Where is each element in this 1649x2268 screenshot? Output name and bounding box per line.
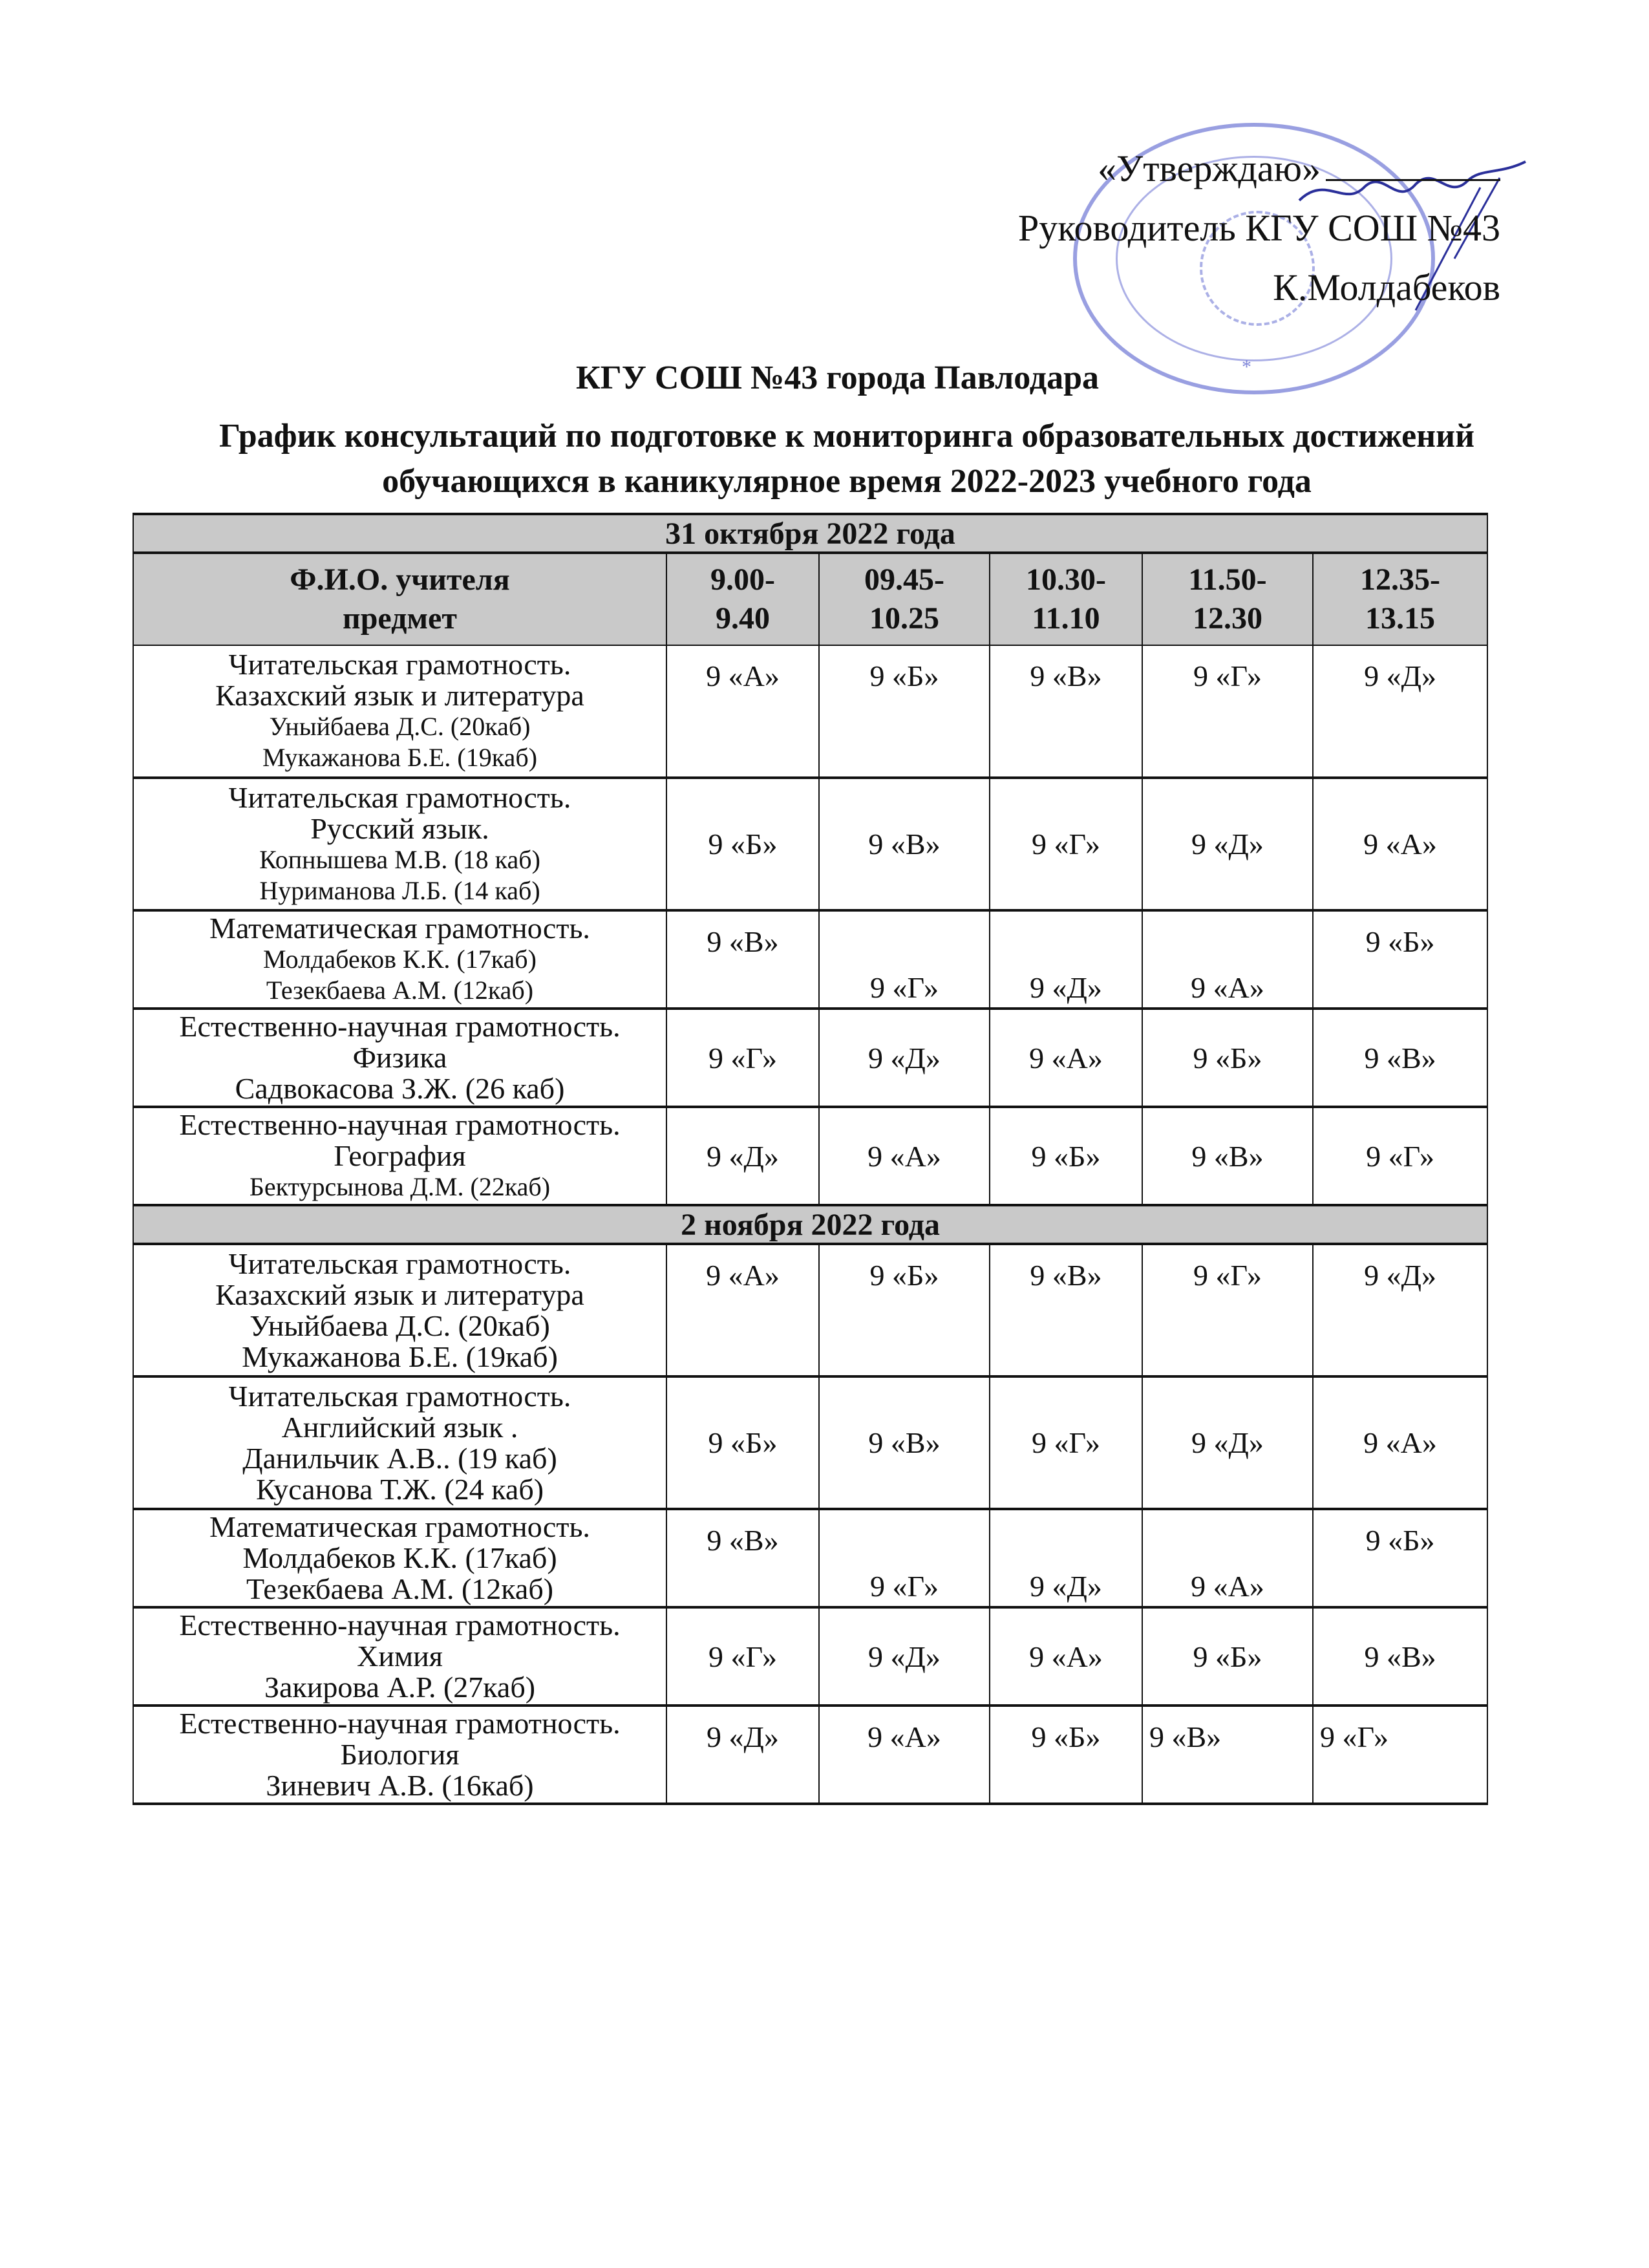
document-title (187, 414, 1506, 504)
class-cell: 9 «Г» (819, 910, 990, 1009)
class-cell: 9 «Г» (990, 778, 1142, 910)
competency-label: Читательская грамотность. (228, 648, 571, 681)
subject-or-teacher-line: Казахский язык и литература (215, 679, 584, 712)
class-cell: 9 «Г» (990, 1376, 1142, 1509)
approve-label: «Утверждаю» (1098, 147, 1321, 189)
class-cell: 9 «Б» (1313, 910, 1487, 1009)
subject-or-teacher-line: Английский язык . (281, 1410, 518, 1444)
schedule-row (133, 1706, 1487, 1804)
subject-or-teacher-line: Мукажанова Б.Е. (19каб) (242, 1340, 558, 1373)
document-title-line-2: обучающихся в каникулярное время 2022-2023 учебного года (382, 463, 1312, 500)
subject-or-teacher-line: Копнышева М.В. (18 каб) (259, 844, 540, 874)
approver-position: Руководитель КГУ СОШ №43 (1017, 207, 1500, 249)
schedule-row (133, 645, 1487, 778)
subject-or-teacher-line: Нуриманова Л.Б. (14 каб) (259, 875, 540, 905)
subject-or-teacher-line: Уныйбаева Д.С. (20каб) (269, 712, 531, 741)
class-cell: 9 «Г» (819, 1509, 990, 1607)
subject-or-teacher-line: Зиневич А.В. (16каб) (266, 1769, 534, 1802)
competency-label: Естественно-научная грамотность. (179, 1707, 621, 1740)
schedule-row (133, 1607, 1487, 1706)
class-cell: 9 «Д» (666, 1107, 819, 1205)
class-cell: 9 «А» (819, 1107, 990, 1205)
subject-or-teacher-line: Закирова А.Р. (27каб) (264, 1671, 536, 1704)
time-slot-start: 10.30- (1026, 562, 1106, 597)
time-slot-end: 12.30 (1193, 601, 1262, 636)
date-row (133, 514, 1487, 553)
organization-title: КГУ СОШ №43 города Павлодара (575, 359, 1100, 396)
class-cell: 9 «Д» (819, 1607, 990, 1706)
subject-or-teacher-line: Тезекбаева А.М. (12каб) (266, 976, 534, 1005)
class-cell: 9 «А» (1313, 778, 1487, 910)
time-slot-end: 10.25 (869, 601, 939, 636)
subject-or-teacher-line: География (334, 1139, 466, 1172)
class-cell: 9 «А» (666, 1244, 819, 1376)
subject-teacher-cell (133, 1706, 666, 1804)
class-cell: 9 «В» (819, 1376, 990, 1509)
class-cell: 9 «Д» (666, 1706, 819, 1804)
time-slot-end: 9.40 (716, 601, 770, 636)
subject-or-teacher-line: Казахский язык и литература (215, 1278, 584, 1311)
time-slot-end: 13.15 (1365, 601, 1436, 636)
subject-teacher-cell (133, 1107, 666, 1205)
subject-teacher-cell (133, 1607, 666, 1706)
date-row (133, 1205, 1487, 1244)
schedule-row (133, 1509, 1487, 1607)
subject-teacher-cell (133, 1509, 666, 1607)
subject-teacher-cell (133, 1244, 666, 1376)
class-cell: 9 «А» (990, 1607, 1142, 1706)
subject-or-teacher-line: Уныйбаева Д.С. (20каб) (250, 1309, 550, 1342)
class-cell: 9 «В» (1142, 1706, 1313, 1804)
class-cell: 9 «Г» (1142, 645, 1313, 778)
subject-teacher-cell (133, 645, 666, 778)
subject-or-teacher-line: Химия (357, 1640, 443, 1673)
competency-label: Математическая грамотность. (209, 1510, 590, 1543)
class-cell: 9 «Д» (1313, 1244, 1487, 1376)
time-slot-header (819, 553, 990, 645)
subject-or-teacher-line: Физика (352, 1041, 447, 1074)
class-cell: 9 «Д» (819, 1009, 990, 1107)
subject-teacher-cell (133, 1009, 666, 1107)
class-cell: 9 «Г» (666, 1009, 819, 1107)
class-cell: 9 «Г» (1313, 1706, 1487, 1804)
class-cell: 9 «В» (990, 1244, 1142, 1376)
class-cell: 9 «Б» (1142, 1009, 1313, 1107)
column-header-row (133, 553, 1487, 645)
signature-line (1326, 166, 1500, 181)
subject-teacher-cell (133, 778, 666, 910)
competency-label: Читательская грамотность. (228, 1379, 571, 1413)
class-cell: 9 «Г» (1142, 1244, 1313, 1376)
subject-teacher-cell (133, 910, 666, 1009)
competency-label: Естественно-научная грамотность. (179, 1609, 621, 1642)
class-cell: 9 «А» (990, 1009, 1142, 1107)
class-cell: 9 «В» (1142, 1107, 1313, 1205)
teacher-subject-header (133, 553, 666, 645)
class-cell: 9 «Б» (819, 1244, 990, 1376)
competency-label: Читательская грамотность. (228, 780, 571, 814)
subject-or-teacher-line: Мукажанова Б.Е. (19каб) (262, 743, 538, 772)
class-cell: 9 «В» (1313, 1009, 1487, 1107)
competency-label: Математическая грамотность. (209, 912, 590, 945)
time-slot-header (1142, 553, 1313, 645)
class-cell: 9 «В» (990, 645, 1142, 778)
time-slot-start: 11.50- (1188, 562, 1267, 597)
class-cell: 9 «Д» (990, 1509, 1142, 1607)
class-cell: 9 «А» (1313, 1376, 1487, 1509)
class-cell: 9 «Д» (1313, 645, 1487, 778)
competency-label: Читательская грамотность. (228, 1246, 571, 1280)
class-cell: 9 «Г» (666, 1607, 819, 1706)
class-cell: 9 «В» (666, 1509, 819, 1607)
header-line: предмет (343, 601, 457, 636)
schedule-row (133, 1376, 1487, 1509)
class-cell: 9 «Б» (990, 1107, 1142, 1205)
document-title-line-1: График консультаций по подготовке к мониторинга образовательных достижений (218, 418, 1475, 455)
class-cell: 9 «В» (1313, 1607, 1487, 1706)
stamp-star-icon: * (1242, 356, 1251, 378)
time-slot-header (990, 553, 1142, 645)
schedule-row (133, 1244, 1487, 1376)
class-cell: 9 «Б» (990, 1706, 1142, 1804)
approval-line (1018, 139, 1500, 198)
subject-or-teacher-line: Садвокасова З.Ж. (26 каб) (235, 1072, 565, 1105)
time-slot-header (666, 553, 819, 645)
class-cell: 9 «Б» (1142, 1607, 1313, 1706)
class-cell: 9 «А» (819, 1706, 990, 1804)
class-cell: 9 «Б» (1313, 1509, 1487, 1607)
date-heading: 2 ноября 2022 года (133, 1205, 1487, 1244)
class-cell: 9 «А» (1142, 910, 1313, 1009)
subject-or-teacher-line: Тезекбаева А.М. (12каб) (246, 1572, 554, 1605)
subject-or-teacher-line: Биология (340, 1738, 460, 1771)
class-cell: 9 «В» (666, 910, 819, 1009)
schedule-row (133, 1107, 1487, 1205)
competency-label: Естественно-научная грамотность. (179, 1010, 621, 1043)
class-cell: 9 «Д» (1142, 1376, 1313, 1509)
class-cell: 9 «Б» (819, 645, 990, 778)
approver-name: К.Молдабеков (1273, 266, 1500, 308)
date-heading: 31 октября 2022 года (133, 514, 1487, 553)
approval-block (1018, 139, 1500, 317)
time-slot-start: 09.45- (864, 562, 944, 597)
class-cell: 9 «Д» (1142, 778, 1313, 910)
competency-label: Естественно-научная грамотность. (179, 1108, 621, 1141)
class-cell: 9 «Б» (666, 778, 819, 910)
class-cell: 9 «Б» (666, 1376, 819, 1509)
subject-or-teacher-line: Молдабеков К.К. (17каб) (263, 945, 537, 974)
subject-teacher-cell (133, 1376, 666, 1509)
subject-or-teacher-line: Молдабеков К.К. (17каб) (242, 1541, 557, 1574)
class-cell: 9 «А» (1142, 1509, 1313, 1607)
schedule-row (133, 778, 1487, 910)
time-slot-end: 11.10 (1032, 601, 1100, 636)
class-cell: 9 «Д» (990, 910, 1142, 1009)
consultation-schedule-table (133, 513, 1488, 1805)
schedule-row (133, 1009, 1487, 1107)
header-line: Ф.И.О. учителя (290, 562, 510, 597)
class-cell: 9 «В» (819, 778, 990, 910)
schedule-row (133, 910, 1487, 1009)
subject-or-teacher-line: Кусанова Т.Ж. (24 каб) (255, 1472, 544, 1506)
class-cell: 9 «А» (666, 645, 819, 778)
time-slot-header (1313, 553, 1487, 645)
subject-or-teacher-line: Данильчик А.В.. (19 каб) (242, 1441, 557, 1475)
subject-or-teacher-line: Русский язык. (310, 811, 489, 845)
class-cell: 9 «Г» (1313, 1107, 1487, 1205)
subject-or-teacher-line: Бектурсынова Д.М. (22каб) (249, 1172, 551, 1201)
time-slot-start: 12.35- (1360, 562, 1441, 597)
time-slot-start: 9.00- (710, 562, 775, 597)
